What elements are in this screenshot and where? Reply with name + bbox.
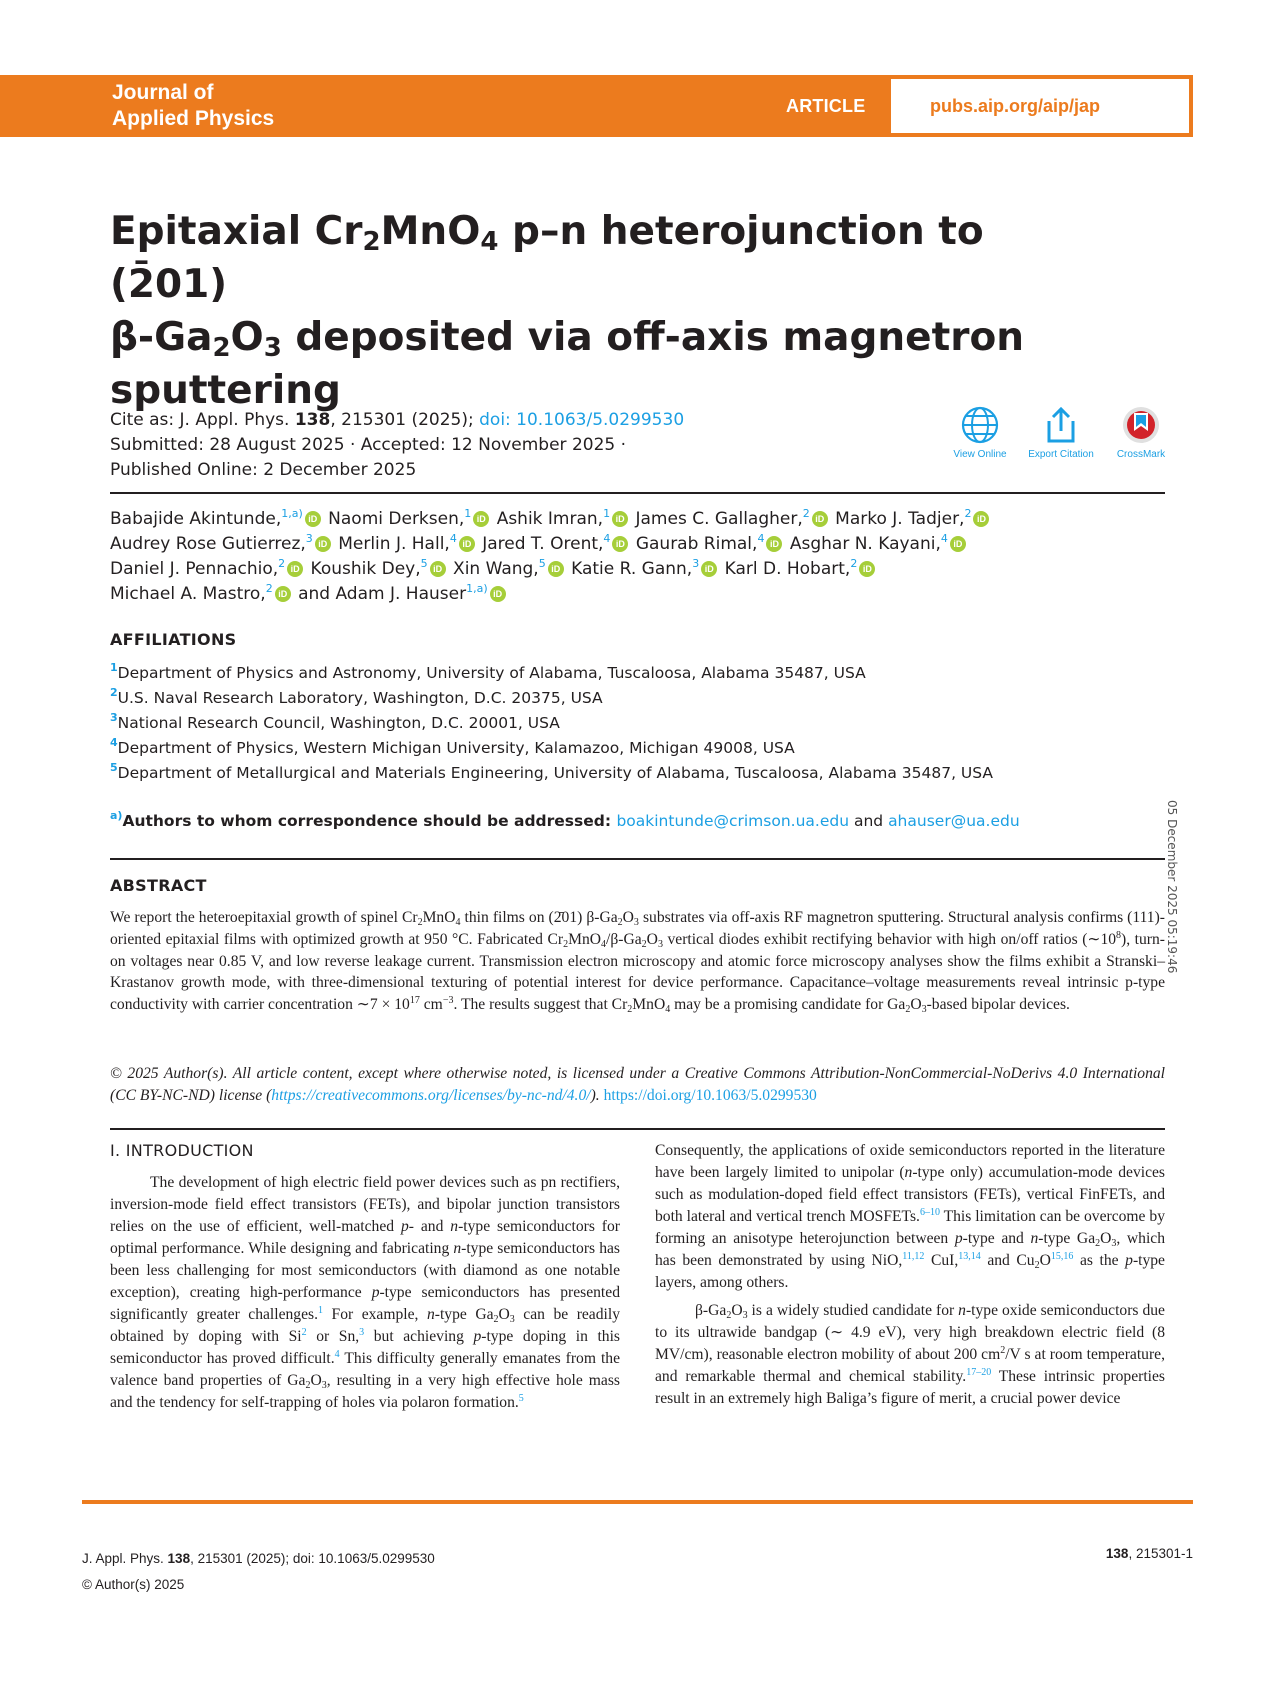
orcid-icon[interactable]: iD bbox=[315, 536, 331, 552]
orcid-icon[interactable]: iD bbox=[275, 586, 291, 602]
submitted-dates: Submitted: 28 August 2025 · Accepted: 12 November 2025 · bbox=[110, 435, 627, 455]
orcid-icon[interactable]: iD bbox=[701, 561, 717, 577]
footer-rule bbox=[82, 1500, 1193, 1504]
orcid-icon[interactable]: iD bbox=[490, 586, 506, 602]
license-statement: © 2025 Author(s). All article content, except where otherwise noted, is licensed under a Creative Commons Attribution-NonCommercial-NoDerivs 4.0 International (CC BY-NC-ND) license (https://creativecommons.org/licenses/by-nc-nd/4.0/). https://doi.org/10.1063/5.0299530 bbox=[110, 1065, 1165, 1104]
view-online-button[interactable]: View Online bbox=[935, 405, 1025, 460]
affiliation-item: $^2$U.S. Naval Research Laboratory, Washington, D.C. 20375, USA bbox=[110, 686, 603, 707]
divider bbox=[110, 492, 1165, 494]
orcid-icon[interactable]: iD bbox=[766, 536, 782, 552]
orcid-icon[interactable]: iD bbox=[473, 511, 489, 527]
author-list bbox=[110, 507, 1170, 607]
doi-link[interactable]: doi: 10.1063/5.0299530 bbox=[479, 410, 685, 430]
orcid-icon[interactable]: iD bbox=[950, 536, 966, 552]
page-number: 138, 215301-1 bbox=[1105, 1546, 1193, 1561]
journal-name bbox=[112, 80, 274, 132]
affiliation-item: $^4$Department of Physics, Western Michigan University, Kalamazoo, Michigan 49008, USA bbox=[110, 736, 795, 757]
author: Daniel J. Pennachio,$^2$ iD bbox=[110, 559, 305, 579]
article-doi-link[interactable]: https://doi.org/10.1063/5.0299530 bbox=[603, 1087, 817, 1104]
orcid-icon[interactable]: iD bbox=[612, 536, 628, 552]
author: and Adam J. Hauser$^{1,a)}$ iD bbox=[298, 584, 508, 604]
affiliation-item: $^1$Department of Physics and Astronomy, University of Alabama, Tuscaloosa, Alabama 35487, USA bbox=[110, 661, 866, 682]
affiliations-heading: AFFILIATIONS bbox=[110, 630, 237, 649]
orcid-icon[interactable]: iD bbox=[859, 561, 875, 577]
journal-name-line1: Journal of bbox=[112, 81, 214, 104]
export-icon bbox=[1041, 405, 1081, 445]
orcid-icon[interactable]: iD bbox=[459, 536, 475, 552]
affiliation-item: $^3$National Research Council, Washington, D.C. 20001, USA bbox=[110, 711, 560, 732]
author: Gaurab Rimal,$^4$ iD bbox=[636, 534, 785, 554]
citation-block: Cite as: J. Appl. Phys. 138, 215301 (2025); doi: 10.1063/5.0299530 Submitted: 28 August 2025 · Accepted: 12 November 2025 · Published Online: 2 December 2025 bbox=[110, 408, 910, 483]
journal-name-line2: Applied Physics bbox=[112, 107, 275, 130]
author: James C. Gallagher,$^2$ iD bbox=[636, 509, 830, 529]
email-link-hauser[interactable]: ahauser@ua.edu bbox=[888, 812, 1020, 830]
divider bbox=[110, 858, 1165, 860]
crossmark-icon bbox=[1121, 405, 1161, 445]
author: Karl D. Hobart,$^2$ iD bbox=[725, 559, 878, 579]
article-type-label: ARTICLE bbox=[786, 96, 866, 116]
orcid-icon[interactable]: iD bbox=[612, 511, 628, 527]
author: Babajide Akintunde,$^{1,a)}$ iD bbox=[110, 509, 323, 529]
license-link[interactable]: https://creativecommons.org/licenses/by-nc-nd/4.0/ bbox=[271, 1087, 591, 1104]
body-column-left: The development of high electric field power devices such as pn rectifiers, inversion-mode field effect transistors (FETs), and bipolar junction transistors relies on the use of efficient, well-matched p- and n-type semiconductors for optimal performance. While designing and fabricating n-type semiconductors has been less challenging for most semiconductors (with diamond as one notable exception), creating high-performance p-type semiconductors has presented significantly greater challenges.$^1$ For example, n-type $Ga_2O_3$ can be readily obtained by doping with Si$^2$ or Sn,$^3$ but achieving p-type doping in this semiconductor has proved difficult.$^4$ This difficulty generally emanates from the valence band properties of $Ga_2O_3$, resulting in a very high effective hole mass and the tendency for self-trapping of holes via polaron formation.$^5$ bbox=[110, 1174, 621, 1411]
author: Ashik Imran,$^1$ iD bbox=[497, 509, 630, 529]
journal-url-link[interactable]: pubs.aip.org/aip/jap bbox=[930, 96, 1101, 116]
author: Audrey Rose Gutierrez,$^3$ iD bbox=[110, 534, 333, 554]
author: Katie R. Gann,$^3$ iD bbox=[571, 559, 719, 579]
author: Asghar N. Kayani,$^4$ iD bbox=[790, 534, 968, 554]
crossmark-button[interactable]: CrossMark bbox=[1096, 405, 1186, 460]
author: Koushik Dey,$^5$ iD bbox=[311, 559, 448, 579]
divider bbox=[110, 1128, 1165, 1130]
orcid-icon[interactable]: iD bbox=[812, 511, 828, 527]
article-title: Epitaxial $Cr_2MnO_4$ p–n heterojunction to (2̄01) $\beta-Ga_2O_3$ deposited via off-axis magnetron sputtering bbox=[110, 209, 1025, 413]
orcid-icon[interactable]: iD bbox=[287, 561, 303, 577]
orcid-icon[interactable]: iD bbox=[548, 561, 564, 577]
export-citation-button[interactable]: Export Citation bbox=[1016, 405, 1106, 460]
author: Merlin J. Hall,$^4$ iD bbox=[338, 534, 477, 554]
abstract-heading: ABSTRACT bbox=[110, 876, 207, 895]
orcid-icon[interactable]: iD bbox=[973, 511, 989, 527]
globe-icon bbox=[960, 405, 1000, 445]
author: Naomi Derksen,$^1$ iD bbox=[328, 509, 491, 529]
author: Marko J. Tadjer,$^2$ iD bbox=[835, 509, 991, 529]
footer-copyright: © Author(s) 2025 bbox=[82, 1577, 185, 1592]
published-date: Published Online: 2 December 2025 bbox=[110, 460, 417, 480]
body-column-right: Consequently, the applications of oxide semiconductors reported in the literature have been largely limited to unipolar (n-type only) accumulation-mode devices such as modulation-doped field effect transistors (FETs), vertical FinFETs, and both lateral and vertical trench MOSFETs.$^{6-10}$ This limitation can be overcome by forming an anisotype heterojunction between p-type and n-type $Ga_2O_3$, which has been demonstrated by using NiO,$^{11,12}$ CuI,$^{13,14}$ and $Cu_2O^{15,16}$ as the p-type layers, among others. $\beta-Ga_2O_3$ is a widely studied candidate for n-type oxide semiconductors due to its ultrawide bandgap (∼ 4.9 eV), very high breakdown electric field (8 MV/cm), reasonable electron mobility of about 200 $cm^2/V$ s at room temperature, and remarkable thermal and chemical stability.$^{17-20}$ These intrinsic properties result in an extremely high Baliga’s figure of merit, a crucial power device bbox=[655, 1142, 1166, 1407]
author: Xin Wang,$^5$ iD bbox=[453, 559, 566, 579]
author: Michael A. Mastro,$^2$ iD bbox=[110, 584, 293, 604]
footer-citation: J. Appl. Phys. 138, 215301 (2025); doi: 10.1063/5.0299530 © Author(s) 2025 bbox=[82, 1546, 435, 1598]
introduction-heading: I. INTRODUCTION bbox=[110, 1141, 254, 1160]
email-link-akintunde[interactable]: boakintunde@crimson.ua.edu bbox=[616, 812, 850, 830]
orcid-icon[interactable]: iD bbox=[305, 511, 321, 527]
correspondence-line: $^{a)}$Authors to whom correspondence should be addressed: boakintunde@crimson.ua.edu and ahauser@ua.edu bbox=[110, 809, 1020, 830]
affiliation-item: $^5$Department of Metallurgical and Materials Engineering, University of Alabama, Tuscaloosa, Alabama 35487, USA bbox=[110, 761, 993, 782]
abstract-text: We report the heteroepitaxial growth of spinel $Cr_2MnO_4$ thin films on (2̄01) $\beta-Ga_2O_3$ substrates via off-axis RF magnetron sputtering. Structural analysis confirms (111)-oriented epitaxial films with optimized growth at 950 °C. Fabricated $Cr_2MnO_4/\beta-Ga_2O_3$ vertical diodes exhibit rectifying behavior with high on/off ratios $(\sim 10^8)$, turn-on voltages near 0.85 V, and low reverse leakage current. Transmission electron microscopy and atomic force microscopy analyses show the films exhibit a Stranski–Krastanov growth mode, with three-dimensional texturing of potential interest for device performance. Capacitance–voltage measurements reveal intrinsic p-type conductivity with carrier concentration ∼7 × $10^{17}$ $cm^{-3}$. The results suggest that $Cr_2MnO_4$ may be a promising candidate for $Ga_2O_3$-based bipolar devices. bbox=[110, 909, 1165, 1016]
orcid-icon[interactable]: iD bbox=[430, 561, 446, 577]
author: Jared T. Orent,$^4$ iD bbox=[482, 534, 630, 554]
